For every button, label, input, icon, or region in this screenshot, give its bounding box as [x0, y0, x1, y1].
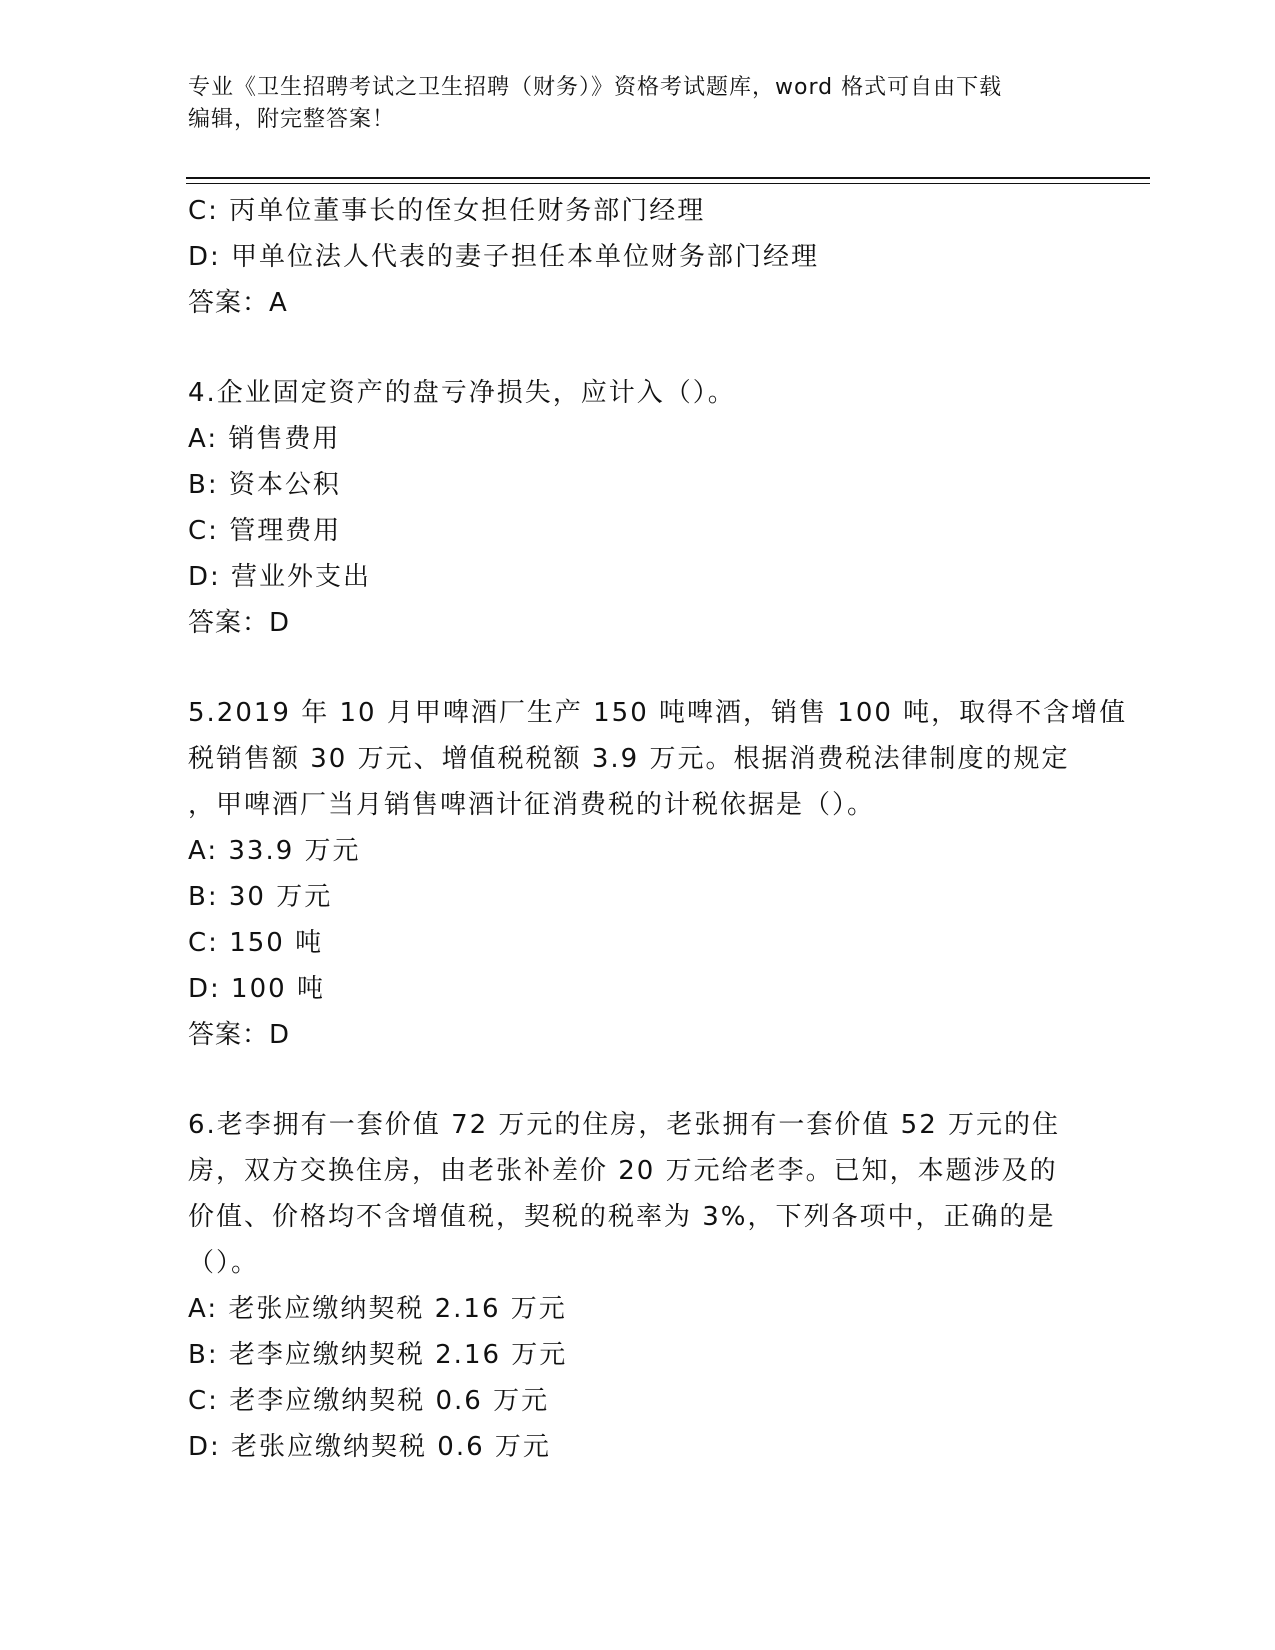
option-text: 老张应缴纳契税 2.16 万元 — [228, 1294, 567, 1324]
option-text: 150 吨 — [229, 928, 324, 958]
option-b — [188, 874, 1088, 920]
option-d — [188, 1424, 1088, 1470]
question-stem-line: 5.2019 年 10 月甲啤酒厂生产 150 吨啤酒，销售 100 吨，取得不含增值 — [188, 698, 1128, 728]
option-label: C: — [188, 516, 219, 546]
answer-line: 答案：D — [188, 608, 291, 638]
question-stem-line: 价值、价格均不含增值税，契税的税率为 3%，下列各项中，正确的是 — [188, 1202, 1056, 1232]
question-4 — [188, 370, 1088, 646]
question-3-continuation — [188, 188, 1088, 326]
option-b — [188, 462, 1088, 508]
option-c — [188, 508, 1088, 554]
answer-line: 答案：A — [188, 288, 288, 318]
question-stem-line: （）。 — [188, 1248, 260, 1278]
option-text: 老李应缴纳契税 2.16 万元 — [228, 1340, 568, 1370]
option-d — [188, 234, 1088, 280]
header-line-2: 编辑，附完整答案！ — [188, 107, 396, 132]
option-d — [188, 966, 1088, 1012]
option-c — [188, 920, 1088, 966]
option-label: C: — [188, 1386, 219, 1416]
option-text: 老李应缴纳契税 0.6 万元 — [229, 1386, 550, 1416]
header-rule-thin — [186, 183, 1150, 184]
question-stem-line: 4.企业固定资产的盘亏净损失，应计入（）。 — [188, 378, 736, 408]
option-label: B: — [188, 1340, 219, 1370]
option-text: 30 万元 — [228, 882, 333, 912]
option-text: 管理费用 — [229, 516, 342, 546]
option-label: D: — [188, 1432, 221, 1462]
option-label: A: — [188, 424, 219, 454]
answer-line: 答案：D — [188, 1020, 291, 1050]
question-5 — [188, 690, 1128, 1058]
question-stem-line: ，甲啤酒厂当月销售啤酒计征消费税的计税依据是（）。 — [188, 790, 876, 820]
option-label: B: — [188, 470, 219, 500]
option-label: C: — [188, 196, 219, 226]
header-line-1: 专业《卫生招聘考试之卫生招聘（财务）》资格考试题库，word 格式可自由下载 — [188, 75, 1003, 100]
option-label: A: — [188, 836, 219, 866]
option-a — [188, 416, 1088, 462]
option-label: D: — [188, 562, 221, 592]
document-header — [188, 72, 1088, 136]
header-rule-thick — [186, 177, 1150, 179]
option-label: C: — [188, 928, 219, 958]
option-b — [188, 1332, 1088, 1378]
option-label: A: — [188, 1294, 219, 1324]
option-text: 营业外支出 — [231, 562, 372, 592]
option-text: 33.9 万元 — [228, 836, 361, 866]
option-a — [188, 828, 1088, 874]
question-stem-line: 房，双方交换住房，由老张补差价 20 万元给老李。已知，本题涉及的 — [188, 1156, 1058, 1186]
option-label: D: — [188, 974, 221, 1004]
option-label: D: — [188, 242, 221, 272]
option-label: B: — [188, 882, 219, 912]
option-text: 100 吨 — [231, 974, 325, 1004]
question-stem-line: 税销售额 30 万元、增值税税额 3.9 万元。根据消费税法律制度的规定 — [188, 744, 1070, 774]
option-text: 甲单位法人代表的妻子担任本单位财务部门经理 — [231, 242, 820, 272]
option-text: 老张应缴纳契税 0.6 万元 — [231, 1432, 551, 1462]
question-stem-line: 6.老李拥有一套价值 72 万元的住房，老张拥有一套价值 52 万元的住 — [188, 1110, 1061, 1140]
option-text: 资本公积 — [228, 470, 341, 500]
option-d — [188, 554, 1088, 600]
question-6 — [188, 1102, 1088, 1470]
option-text: 丙单位董事长的侄女担任财务部门经理 — [229, 196, 706, 226]
option-text: 销售费用 — [228, 424, 341, 454]
option-c — [188, 1378, 1088, 1424]
option-c — [188, 188, 1088, 234]
option-a — [188, 1286, 1088, 1332]
question-list — [188, 188, 1128, 1470]
